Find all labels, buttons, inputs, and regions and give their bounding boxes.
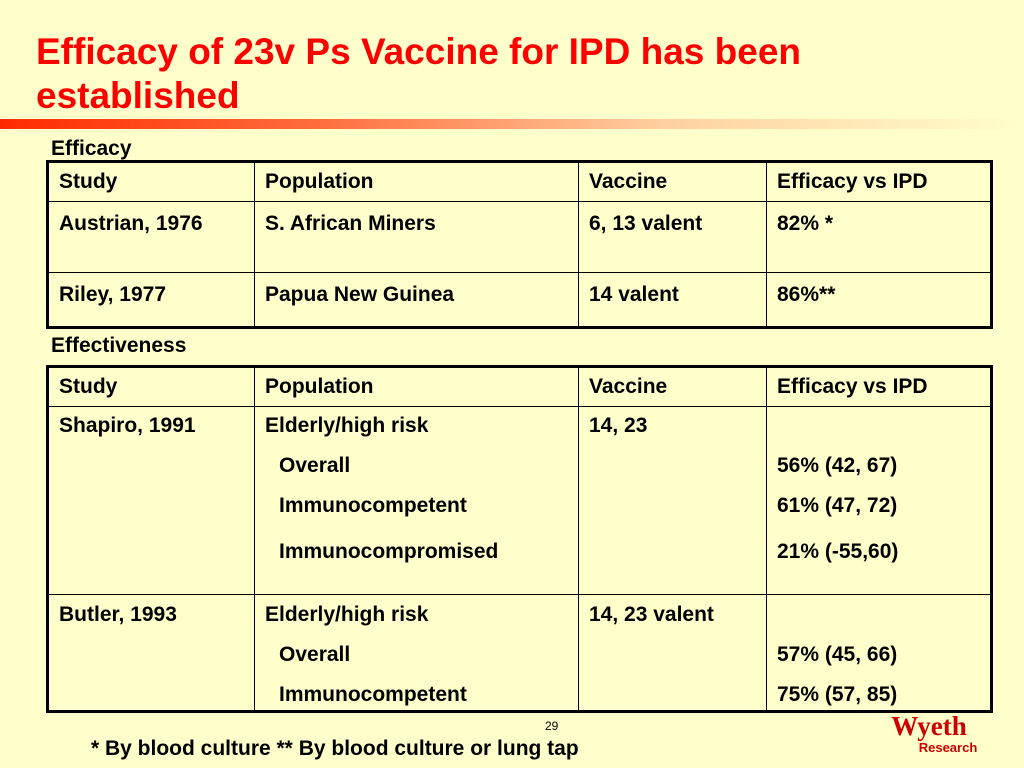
table-header-row (48, 367, 992, 407)
effectiveness-label: Effectiveness (51, 334, 187, 357)
title-divider (0, 119, 1024, 129)
header-population: Population (255, 162, 579, 202)
logo-subtitle: Research (918, 740, 978, 755)
header-study: Study (48, 162, 255, 202)
table-row (48, 273, 992, 328)
page-number: 29 (545, 719, 559, 733)
cell-study: Shapiro, 1991 (48, 407, 255, 595)
cell-vaccine: 14 valent (579, 273, 767, 328)
table-row (48, 202, 992, 273)
header-study: Study (48, 367, 255, 407)
efficacy-table (46, 160, 993, 329)
header-efficacy: Efficacy vs IPD (767, 162, 992, 202)
cell-population: Papua New Guinea (255, 273, 579, 328)
header-vaccine: Vaccine (579, 162, 767, 202)
subgroup-name: Immunocompromised (279, 540, 499, 563)
table-row (48, 595, 992, 712)
cell-vaccine: 6, 13 valent (579, 202, 767, 273)
cell-vaccine: 14, 23 (579, 407, 767, 595)
slide-title: Efficacy of 23v Ps Vaccine for IPD has been established (36, 31, 802, 116)
subgroup-value: 75% (57, 85) (777, 683, 898, 706)
population-label: Elderly/high risk (265, 603, 429, 626)
subgroup-value: 56% (42, 67) (777, 454, 898, 477)
cell-population: S. African Miners (255, 202, 579, 273)
subgroup-value: 61% (47, 72) (777, 494, 898, 517)
effectiveness-table (46, 365, 993, 713)
table-row (48, 407, 992, 595)
cell-efficacy (767, 595, 992, 712)
cell-vaccine: 14, 23 valent (579, 595, 767, 712)
cell-study: Butler, 1993 (48, 595, 255, 712)
footnote: * By blood culture ** By blood culture or lung tap (91, 737, 579, 760)
cell-efficacy: 82% * (767, 202, 992, 273)
subgroup-name: Overall (279, 454, 351, 477)
efficacy-label: Efficacy (51, 137, 132, 160)
company-logo (864, 712, 994, 762)
cell-efficacy: 86%** (767, 273, 992, 328)
table-header-row (48, 162, 992, 202)
cell-study: Austrian, 1976 (48, 202, 255, 273)
subgroup-name: Immunocompetent (279, 683, 467, 706)
population-label: Elderly/high risk (265, 414, 429, 437)
header-population: Population (255, 367, 579, 407)
cell-efficacy (767, 407, 992, 595)
header-efficacy: Efficacy vs IPD (767, 367, 992, 407)
subgroup-name: Immunocompetent (279, 494, 467, 517)
cell-study: Riley, 1977 (48, 273, 255, 328)
header-vaccine: Vaccine (579, 367, 767, 407)
cell-population (255, 407, 579, 595)
logo-brand: Wyeth (891, 711, 967, 741)
subgroup-value: 57% (45, 66) (777, 643, 898, 666)
subgroup-name: Overall (279, 643, 351, 666)
cell-population (255, 595, 579, 712)
subgroup-value: 21% (-55,60) (777, 540, 899, 563)
